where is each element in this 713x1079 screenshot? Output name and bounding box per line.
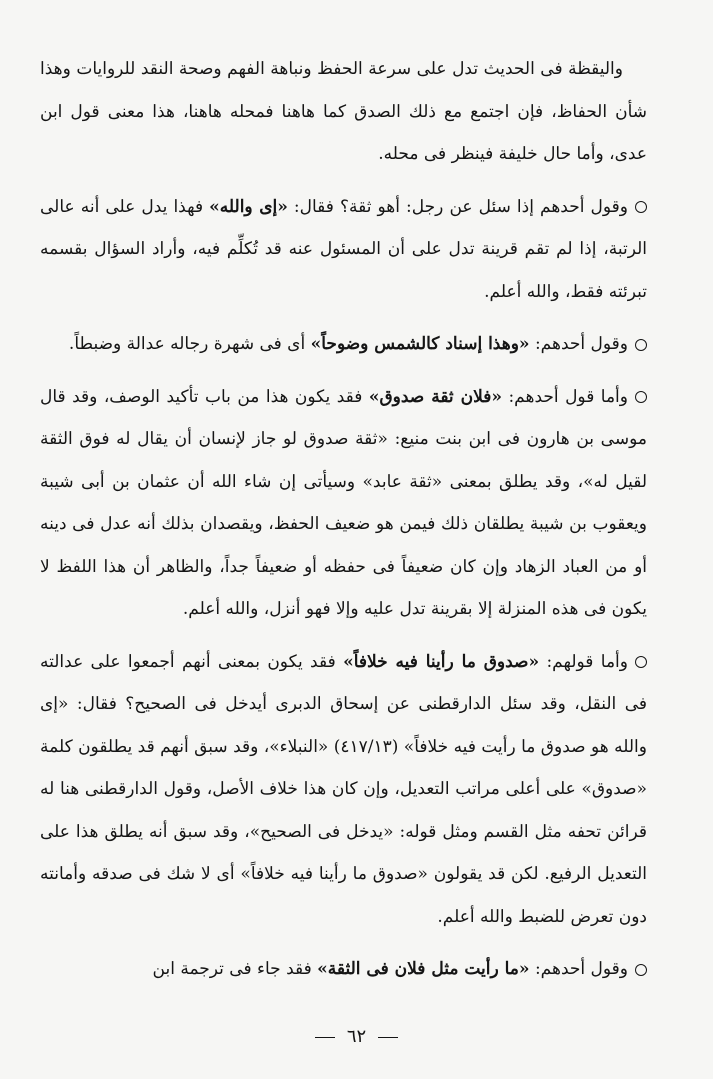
- footer-dash-left: [315, 1037, 335, 1038]
- paragraph-text: أى فى شهرة رجاله عدالة وضبطاً.: [68, 334, 311, 354]
- paragraph-text: فقد يكون هذا من باب تأكيد الوصف، وقد قال موسى بن هارون فى ابن بنت منيع: «ثقة صدوق لو جاز لإنسان أن يقال له فوق الثقة لقيل له»، وقد يطلق بمعنى «ثقة عابد» وسيأتى إن شاء الله أن عثمان بن أبى شيبة ويعقوب بن شيبة يطلقان ذلك فيمن هو ضعيف الحفظ، ويقصدان بذلك أنه عدل فى دينه أو من العباد الزهاد وإن كان ضعيفاً فى حفظه أو ضعيفاً جداً، والظاهر أن هذا اللفظ لا يكون فى هذه المنزلة إلا بقرينة تدل عليه وإلا فهو أنزل، والله أعلم.: [40, 386, 647, 619]
- paragraph-text: وقول أحدهم:: [529, 959, 628, 979]
- page-footer: [0, 1026, 713, 1047]
- paragraph-text: وقول أحدهم إذا سئل عن رجل: أهو ثقة؟ فقال:: [287, 196, 628, 217]
- circle-bullet-icon: [635, 201, 647, 213]
- circle-bullet-icon: [635, 656, 647, 668]
- quoted-term: «إى والله»: [209, 196, 288, 217]
- quoted-term: «صدوق ما رأينا فيه خلافاً»: [343, 651, 540, 672]
- circle-bullet-icon: [635, 964, 647, 976]
- paragraph-text: فهذا يدل على أنه عالى الرتبة، إذا لم تقم قرينة تدل على أن المسئول عنه قد تُكلِّم فيه، وأراد السؤال بقسمه تبرئته فقط، والله أعلم.: [40, 196, 647, 302]
- quoted-term: «فلان ثقة صدوق»: [368, 386, 502, 407]
- circle-bullet-icon: [635, 339, 647, 351]
- paragraph-text: وقول أحدهم:: [529, 334, 628, 354]
- paragraph-text: واليقظة فى الحديث تدل على سرعة الحفظ ونباهة الفهم وصحة النقد للروايات وهذا شأن الحفاظ، فإن اجتمع مع ذلك الصدق كما هاهنا فمحله هاهنا، هذا معنى قول ابن عدى، وأما حال خليفة فينظر فى محله.: [40, 59, 647, 164]
- paragraph-text: فقد جاء فى ترجمة ابن: [152, 959, 318, 979]
- paragraph: [40, 186, 647, 314]
- paragraph: [40, 323, 647, 366]
- paragraph: [40, 948, 647, 991]
- paragraph: [40, 376, 647, 631]
- paragraph-text: وأما قولهم:: [539, 651, 628, 672]
- body-text: [40, 48, 647, 991]
- footer-dash-right: [378, 1037, 398, 1038]
- paragraph-text: وأما قول أحدهم:: [502, 386, 628, 407]
- paragraph: [40, 48, 647, 176]
- circle-bullet-icon: [635, 391, 647, 403]
- page-number: ٦٢: [346, 1026, 367, 1047]
- paragraph: [40, 641, 647, 939]
- quoted-term: «ما رأيت مثل فلان فى الثقة»: [317, 959, 530, 979]
- quoted-term: «وهذا إسناد كالشمس وضوحاً»: [310, 334, 530, 354]
- paragraph-text: فقد يكون بمعنى أنهم أجمعوا على عدالته فى النقل، وقد سئل الدارقطنى عن إسحاق الدبرى أيدخل فى الصحيح؟ فقال: «إى والله هو صدوق ما رأيت فيه خلافاً» (٤١٧/١٣) «النبلاء»، وقد سبق أنهم قد يطلقون كلمة «صدوق» على أعلى مراتب التعديل، وإن كان هذا خلاف الأصل، وقول الدارقطنى هنا له قرائن تحفه مثل القسم ومثل قوله: «يدخل فى الصحيح»، وقد سبق أنه يطلق هذا على التعديل الرفيع. لكن قد يقولون «صدوق ما رأينا فيه خلافاً» أى لا شك فى صدقه وأمانته دون تعرض للضبط والله أعلم.: [40, 651, 647, 927]
